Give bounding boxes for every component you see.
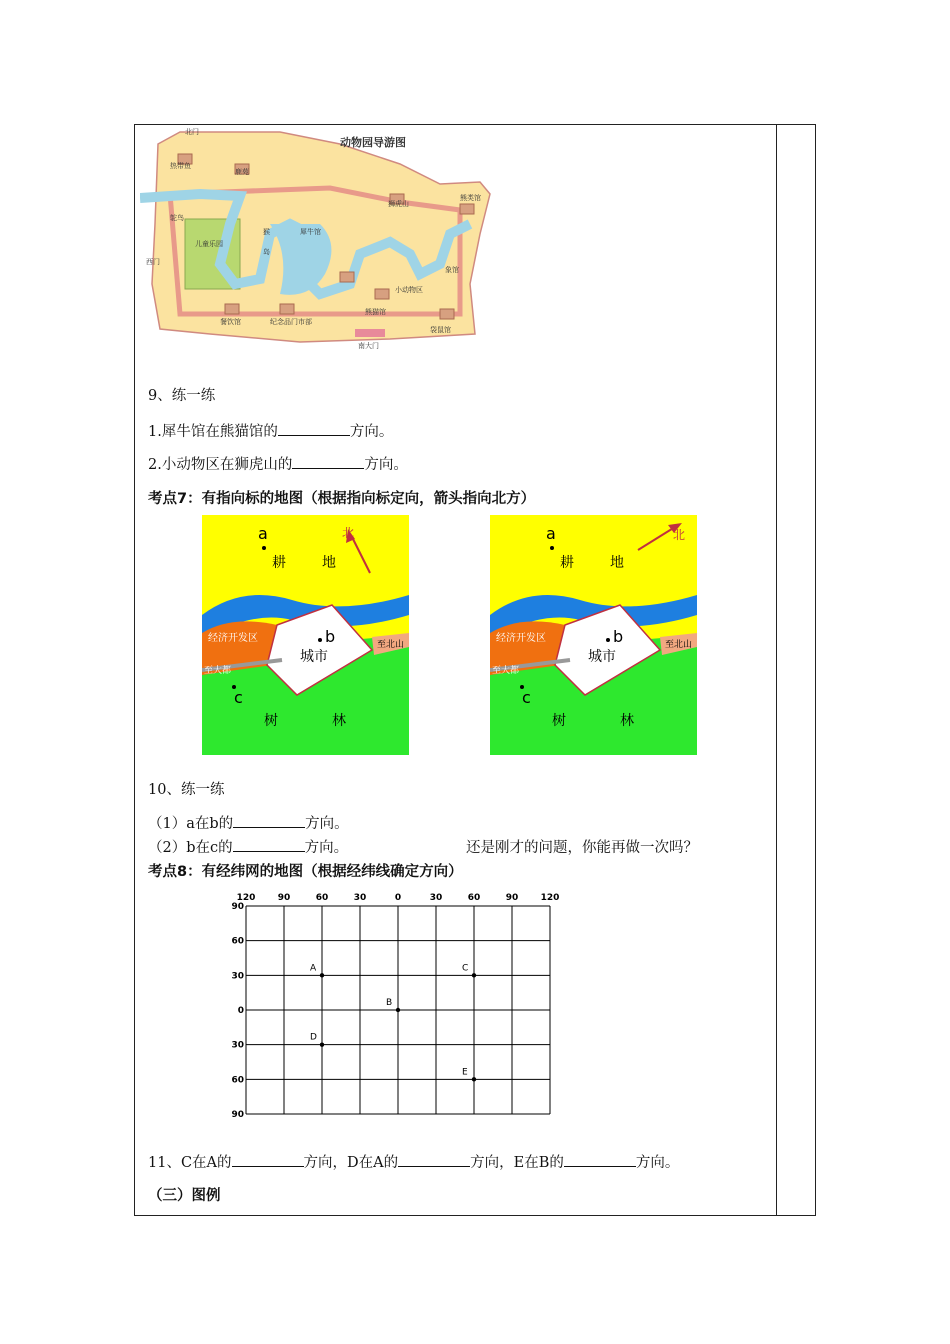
section10-note: 还是刚才的问题，你能再做一次吗？	[466, 840, 698, 856]
question-9-2: 2.小动物区在狮虎山的 方向。	[148, 457, 408, 473]
answer-blank[interactable]	[233, 815, 305, 828]
svg-text:至北山: 至北山	[377, 640, 405, 650]
question-11: 11、C在A的 方向，D在A的 方向，E在B的 方向。	[148, 1155, 680, 1171]
section9-heading: 9、练一练	[148, 388, 216, 404]
svg-text:林: 林	[620, 713, 634, 729]
svg-text:城市: 城市	[588, 649, 616, 665]
svg-text:熊猫馆: 熊猫馆	[365, 308, 386, 316]
question-9-1: 1.犀牛馆在熊猫馆的 方向。	[148, 424, 394, 440]
grid-point-b	[396, 1008, 400, 1012]
svg-text:鹿苑: 鹿苑	[235, 168, 249, 176]
svg-text:北: 北	[673, 528, 686, 542]
question-10-2: （2）b在c的 方向。	[148, 840, 349, 856]
svg-text:儿童乐园: 儿童乐园	[195, 240, 223, 248]
svg-text:小动物区: 小动物区	[395, 286, 423, 294]
svg-text:c: c	[234, 688, 243, 707]
svg-text:树: 树	[264, 713, 278, 729]
grid-point-label: E	[462, 1067, 468, 1078]
longitude-label: 60	[467, 893, 481, 903]
longitude-label: 60	[315, 893, 329, 903]
section10-heading: 10、练一练	[148, 782, 225, 798]
svg-text:树: 树	[552, 713, 566, 729]
svg-text:至北山: 至北山	[665, 640, 693, 650]
point8-heading: 考点8：有经纬网的地图（根据经纬线确定方向）	[148, 864, 463, 880]
svg-text:袋鼠馆: 袋鼠馆	[430, 326, 451, 334]
table-divider	[776, 125, 777, 1215]
svg-text:a: a	[258, 524, 268, 543]
svg-text:至大都: 至大都	[204, 666, 232, 676]
svg-text:餐饮馆: 餐饮馆	[220, 318, 241, 326]
longitude-label: 90	[277, 893, 291, 903]
direction-map-1	[202, 515, 409, 755]
lat-long-grid	[220, 888, 570, 1128]
answer-blank[interactable]	[292, 456, 364, 469]
zoo-guide-map	[140, 124, 500, 352]
svg-text:城市: 城市	[300, 649, 328, 665]
svg-text:林: 林	[332, 713, 346, 729]
longitude-label: 90	[505, 893, 519, 903]
svg-text:热带鱼: 热带鱼	[170, 162, 191, 170]
latitude-label: 30	[231, 1040, 244, 1051]
grid-point-label: A	[310, 963, 317, 974]
svg-text:a: a	[546, 524, 556, 543]
grid-point-d	[320, 1042, 324, 1046]
longitude-label: 120	[540, 893, 560, 903]
latitude-label: 60	[231, 1075, 244, 1086]
direction-map-2	[490, 515, 697, 755]
grid-point-label: C	[462, 963, 469, 974]
answer-blank[interactable]	[398, 1154, 470, 1167]
svg-text:狮虎山: 狮虎山	[388, 200, 409, 208]
svg-text:至大都: 至大都	[492, 666, 520, 676]
grid-point-c	[472, 973, 476, 977]
svg-text:c: c	[522, 688, 531, 707]
latitude-label: 30	[231, 971, 244, 982]
svg-text:耕: 耕	[560, 555, 574, 571]
svg-text:经济开发区: 经济开发区	[496, 633, 546, 644]
svg-text:地: 地	[610, 555, 624, 571]
svg-text:地: 地	[322, 555, 336, 571]
latitude-label: 90	[231, 902, 244, 912]
answer-blank[interactable]	[278, 423, 350, 436]
answer-blank[interactable]	[232, 1154, 304, 1167]
latitude-label: 0	[237, 1006, 244, 1016]
answer-blank[interactable]	[564, 1154, 636, 1167]
svg-text:b: b	[325, 627, 336, 646]
grid-point-a	[320, 973, 324, 977]
svg-text:鸵鸟: 鸵鸟	[170, 214, 184, 222]
svg-text:经济开发区: 经济开发区	[208, 633, 258, 644]
svg-text:熊类馆: 熊类馆	[460, 194, 481, 202]
grid-point-e	[472, 1077, 476, 1081]
longitude-label: 0	[394, 893, 402, 903]
svg-text:岛: 岛	[263, 248, 270, 256]
svg-text:象馆: 象馆	[445, 266, 459, 274]
section3-heading: （三）图例	[148, 1188, 221, 1204]
grid-point-label: D	[310, 1032, 317, 1043]
answer-blank[interactable]	[233, 839, 305, 852]
svg-text:北门: 北门	[185, 128, 199, 136]
longitude-label: 120	[236, 893, 256, 903]
latitude-label: 60	[231, 936, 244, 947]
svg-text:纪念品门市部: 纪念品门市部	[270, 318, 312, 326]
grid-point-label: B	[386, 998, 393, 1008]
question-10-1: （1）a在b的 方向。	[148, 816, 349, 832]
longitude-label: 30	[353, 893, 367, 903]
svg-text:b: b	[613, 627, 624, 646]
svg-text:猴: 猴	[263, 228, 270, 236]
svg-text:犀牛馆: 犀牛馆	[300, 228, 321, 236]
zoo-map-title: 动物园导游图	[340, 136, 406, 149]
svg-text:西门: 西门	[146, 258, 160, 266]
svg-text:耕: 耕	[272, 555, 286, 571]
latitude-label: 90	[231, 1110, 244, 1120]
longitude-label: 30	[429, 893, 443, 903]
svg-text:北: 北	[342, 526, 355, 540]
svg-text:南大门: 南大门	[358, 342, 379, 350]
point7-heading: 考点7：有指向标的地图（根据指向标定向，箭头指向北方）	[148, 491, 536, 507]
